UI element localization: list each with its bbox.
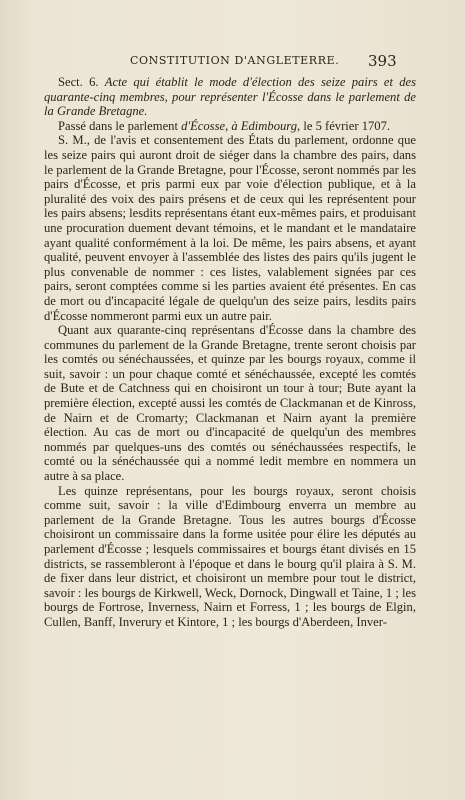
section-number: Sect. 6. — [58, 75, 99, 89]
section-title: Acte qui établit le mode d'élection des seize pairs et des quarante-cinq membres, pour représenter l'Écosse dans le parlement de la Grande Bretagne. — [44, 75, 416, 119]
paragraph-peers: S. M., de l'avis et consentement des États du parlement, ordonne que les seize pairs qui auront droit de siéger dans la chambre des pairs, dans le parlement de la Grande Bretagne, pour l'Écosse, seront nommés par les pairs d'Écosse, et pris parmi eux par voie d'élection publique, et à la pluralité des voix des pairs présens et de ceux qui les représentent pour les pairs absens; lesdits représentans étant eux-mêmes pairs, et produisant une procuration duement devant témoins, et le mandant et le mandataire ayant qualité conformément à la loi. De même, les pairs absens, et ayant qualité, peuvent envoyer à l'assemblée des listes des pairs qu'ils jugent le plus convenable de nommer : ces listes, valablement signées par ces pairs, seront comptées comme si les parties avaient été présentes. En cas de mort ou d'incapacité légale de quelqu'un des seize pairs, lesdits pairs d'Écosse nommeront parmi eux un autre pair. — [44, 133, 416, 323]
page-number: 393 — [368, 52, 397, 70]
running-title: CONSTITUTION D'ANGLETERRE. — [130, 54, 340, 67]
paragraph-commons: Quant aux quarante-cinq représentans d'Écosse dans la chambre des communes du parlement de la Grande Bretagne, trente seront choisis par les comtés ou sénéchaussées, et quinze par les bourgs royaux, comme il suit, savoir : un pour chaque comté et sénéchaussée, excepté les comtés de Bute et de Catchness qui en choisiront un tour à tour; Bute ayant la première élection, excepté aussi les comtés de Clackmanan et de Kinross, de Nairn et de Cromarty; Clackmanan et Nairn ayant la première élection. Au cas de mort ou d'incapacité de quelqu'un des membres nommés par quelques-uns des comtés ou sénéchaussées respectifs, le comté ou la sénéchaussée qui a nommé ledit membre en nommera un autre à sa place. — [44, 323, 416, 484]
paragraph-burghs: Les quinze représentans, pour les bourgs royaux, seront choisis comme suit, savoir : la ville d'Edimbourg enverra un membre au parlement de la Grande Bretagne. Tous les autres bourgs d'Écosse choisiront un commissaire dans la forme usitée pour élire les députés au parlement d'Écosse ; lesquels commissaires et bourgs étant divisés en 15 districts, se rassembleront à l'époque et dans le bourg qu'il plaira à S. M. de fixer dans leur district, et choisiront un membre pour tout le district, savoir : les bourgs de Kirkwell, Weck, Dornock, Dingwall et Taine, 1 ; les bourgs de Fortrose, Inverness, Nairn et Forress, 1 ; les bourgs de Elgin, Cullen, Banff, Inverury et Kintore, 1 ; les bourgs d'Aberdeen, Inver- — [44, 483, 416, 629]
page-header — [0, 52, 465, 72]
page-body — [44, 75, 416, 630]
passage-date — [44, 119, 416, 134]
section-heading — [44, 75, 416, 119]
passage-text: Passé dans le parlement — [58, 118, 182, 133]
passage-place: d'Écosse, à Edimbourg — [181, 118, 298, 133]
passage-date-text: , le 5 février 1707. — [297, 118, 391, 133]
